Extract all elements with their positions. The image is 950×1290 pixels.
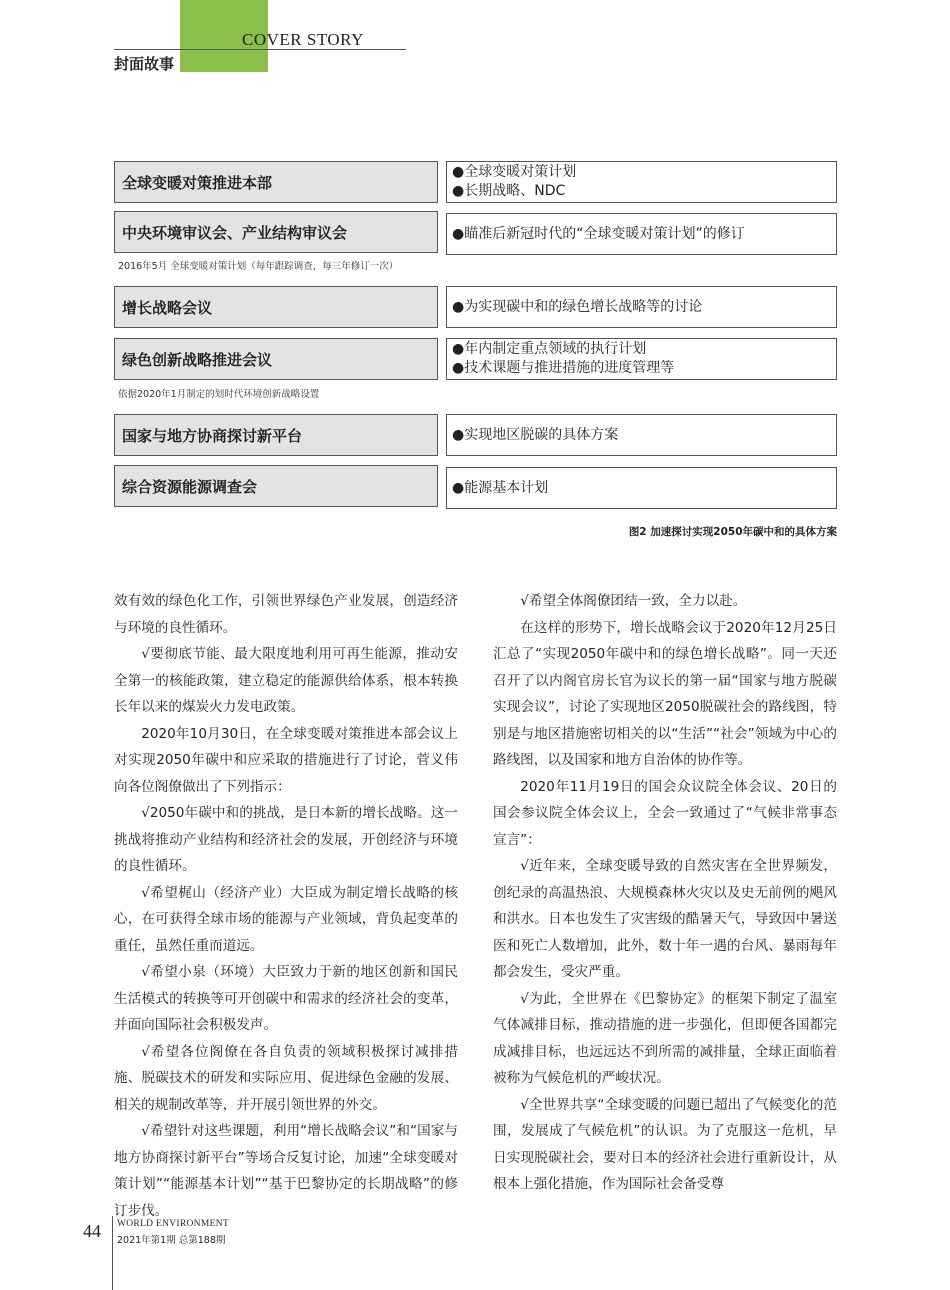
paragraph: 在这样的形势下，增长战略会议于2020年12月25日汇总了“实现2050年碳中和的绿色增长战略”。同一天还召开了以内阁官房长官为议长的第一届“国家与地方脱碳实现会议”，讨论了实现地区2050脱碳社会的路线图，特别是与地区措施密切相关的以“生活”“社会”领域为中心的路线图，以及国家和地方自治体的协作等。 xyxy=(493,619,837,768)
paragraph: √全世界共享“全球变暖的问题已超出了气候变化的范围，发展成了气候危机”的认识。为了克服这一危机，早日实现脱碳社会，要对日本的经济社会进行重新设计，从根本上强化措施，作为国际社会备受尊 xyxy=(493,1096,837,1192)
diagram-body-row-1: 全球变暖对策推进本部 xyxy=(114,161,438,203)
diagram-measures-row-2 xyxy=(446,213,837,255)
issue-info: 2021年第1期 总第188期 xyxy=(117,1235,226,1246)
paragraph: 2020年10月30日，在全球变暖对策推进本部会议上对实现2050年碳中和应采取的措施进行了讨论，菅义伟向各位阁僚做出了下列指示： xyxy=(114,725,458,795)
article-column-right xyxy=(493,588,837,1198)
diagram-measures-row-4 xyxy=(446,338,837,380)
paragraph: 2020年11月19日的国会众议院全体会议、20日的国会参议院全体会议上，全会一致通过了“气候非常事态宣言”： xyxy=(493,778,837,848)
diagram-body-row-6: 综合资源能源调查会 xyxy=(114,465,438,507)
paragraph: 效有效的绿色化工作，引领世界绿色产业发展，创造经济与环境的良性循环。 xyxy=(114,593,458,636)
diagram-measures-row-3 xyxy=(446,286,837,328)
measure-item: ●全球变暖对策计划 xyxy=(452,164,577,180)
measure-item: ●实现地区脱碳的具体方案 xyxy=(452,426,619,443)
diagram-body-row-5: 国家与地方协商探讨新平台 xyxy=(114,414,438,456)
diagram-note-1: 2016年5月 全球变暖对策计划（每年跟踪调查，每三年修订一次） xyxy=(118,261,399,272)
paragraph: √为此，全世界在《巴黎协定》的框架下制定了温室气体减排目标，推动措施的进一步强化，但即便各国都完成减排目标，也远远达不到所需的减排量，全球正面临着被称为气候危机的严峻状况。 xyxy=(493,990,837,1086)
paragraph: √要彻底节能、最大限度地利用可再生能源，推动安全第一的核能政策，建立稳定的能源供给体系，根本转换长年以来的煤炭火力发电政策。 xyxy=(114,646,458,715)
diagram-note-2: 依据2020年1月制定的划时代环境创新战略设置 xyxy=(118,389,320,400)
magazine-name: WORLD ENVIRONMENT xyxy=(117,1219,229,1229)
page-number: 44 xyxy=(83,1221,101,1241)
measure-item: ●为实现碳中和的绿色增长战略等的讨论 xyxy=(452,298,703,315)
footer-divider xyxy=(112,1216,113,1290)
paragraph: √希望针对这些课题，利用“增长战略会议”和“国家与地方协商探讨新平台”等场合反复讨论，加速“全球变暖对策计划”“能源基本计划”“基于巴黎协定的长期战略”的修订步伐。 xyxy=(114,1123,458,1219)
diagram-body-row-3: 增长战略会议 xyxy=(114,286,438,328)
paragraph: √希望各位阁僚在各自负责的领域积极探讨减排措施、脱碳技术的研发和实际应用、促进绿色金融的发展、相关的规制改革等，并开展引领世界的外交。 xyxy=(114,1043,458,1113)
paragraph: √近年来，全球变暖导致的自然灾害在全世界频发，创纪录的高温热浪、大规模森林火灾以及史无前例的飓风和洪水。日本也发生了灾害级的酷暑天气，导致因中暑送医和死亡人数增加，此外，数十年一遇的台风、暴雨每年都会发生，受灾严重。 xyxy=(493,858,837,980)
measure-item: ●长期战略、NDC xyxy=(452,183,566,199)
paragraph: √2050年碳中和的挑战，是日本新的增长战略。这一挑战将推动产业结构和经济社会的发展，开创经济与环境的良性循环。 xyxy=(114,805,458,874)
measure-item: ●技术课题与推进措施的进度管理等 xyxy=(452,360,675,376)
figure-caption: 图2 加速探讨实现2050年碳中和的具体方案 xyxy=(628,526,837,538)
section-label-chinese: 封面故事 xyxy=(114,55,175,73)
diagram-measures-row-1 xyxy=(446,161,837,203)
paragraph: √希望全体阁僚团结一致，全力以赴。 xyxy=(520,593,747,609)
paragraph: √希望梶山（经济产业）大臣成为制定增长战略的核心，在可获得全球市场的能源与产业领域，背负起变革的重任，虽然任重而道远。 xyxy=(114,884,458,954)
paragraph: √希望小泉（环境）大臣致力于新的地区创新和国民生活模式的转换等可开创碳中和需求的经济社会的变革，并面向国际社会积极发声。 xyxy=(114,964,458,1033)
measure-item: ●年内制定重点领域的执行计划 xyxy=(452,341,647,357)
diagram-body-row-2: 中央环境审议会、产业结构审议会 xyxy=(114,211,438,253)
section-label-english: COVER STORY xyxy=(242,30,364,49)
measure-item: ●瞄准后新冠时代的“全球变暖对策计划”的修订 xyxy=(452,225,745,242)
diagram-measures-row-5 xyxy=(446,414,837,456)
diagram-body-row-4: 绿色创新战略推进会议 xyxy=(114,338,438,380)
diagram-measures-row-6 xyxy=(446,467,837,509)
article-column-left xyxy=(114,588,458,1224)
measure-item: ●能源基本计划 xyxy=(452,479,549,496)
header-divider xyxy=(114,49,406,50)
